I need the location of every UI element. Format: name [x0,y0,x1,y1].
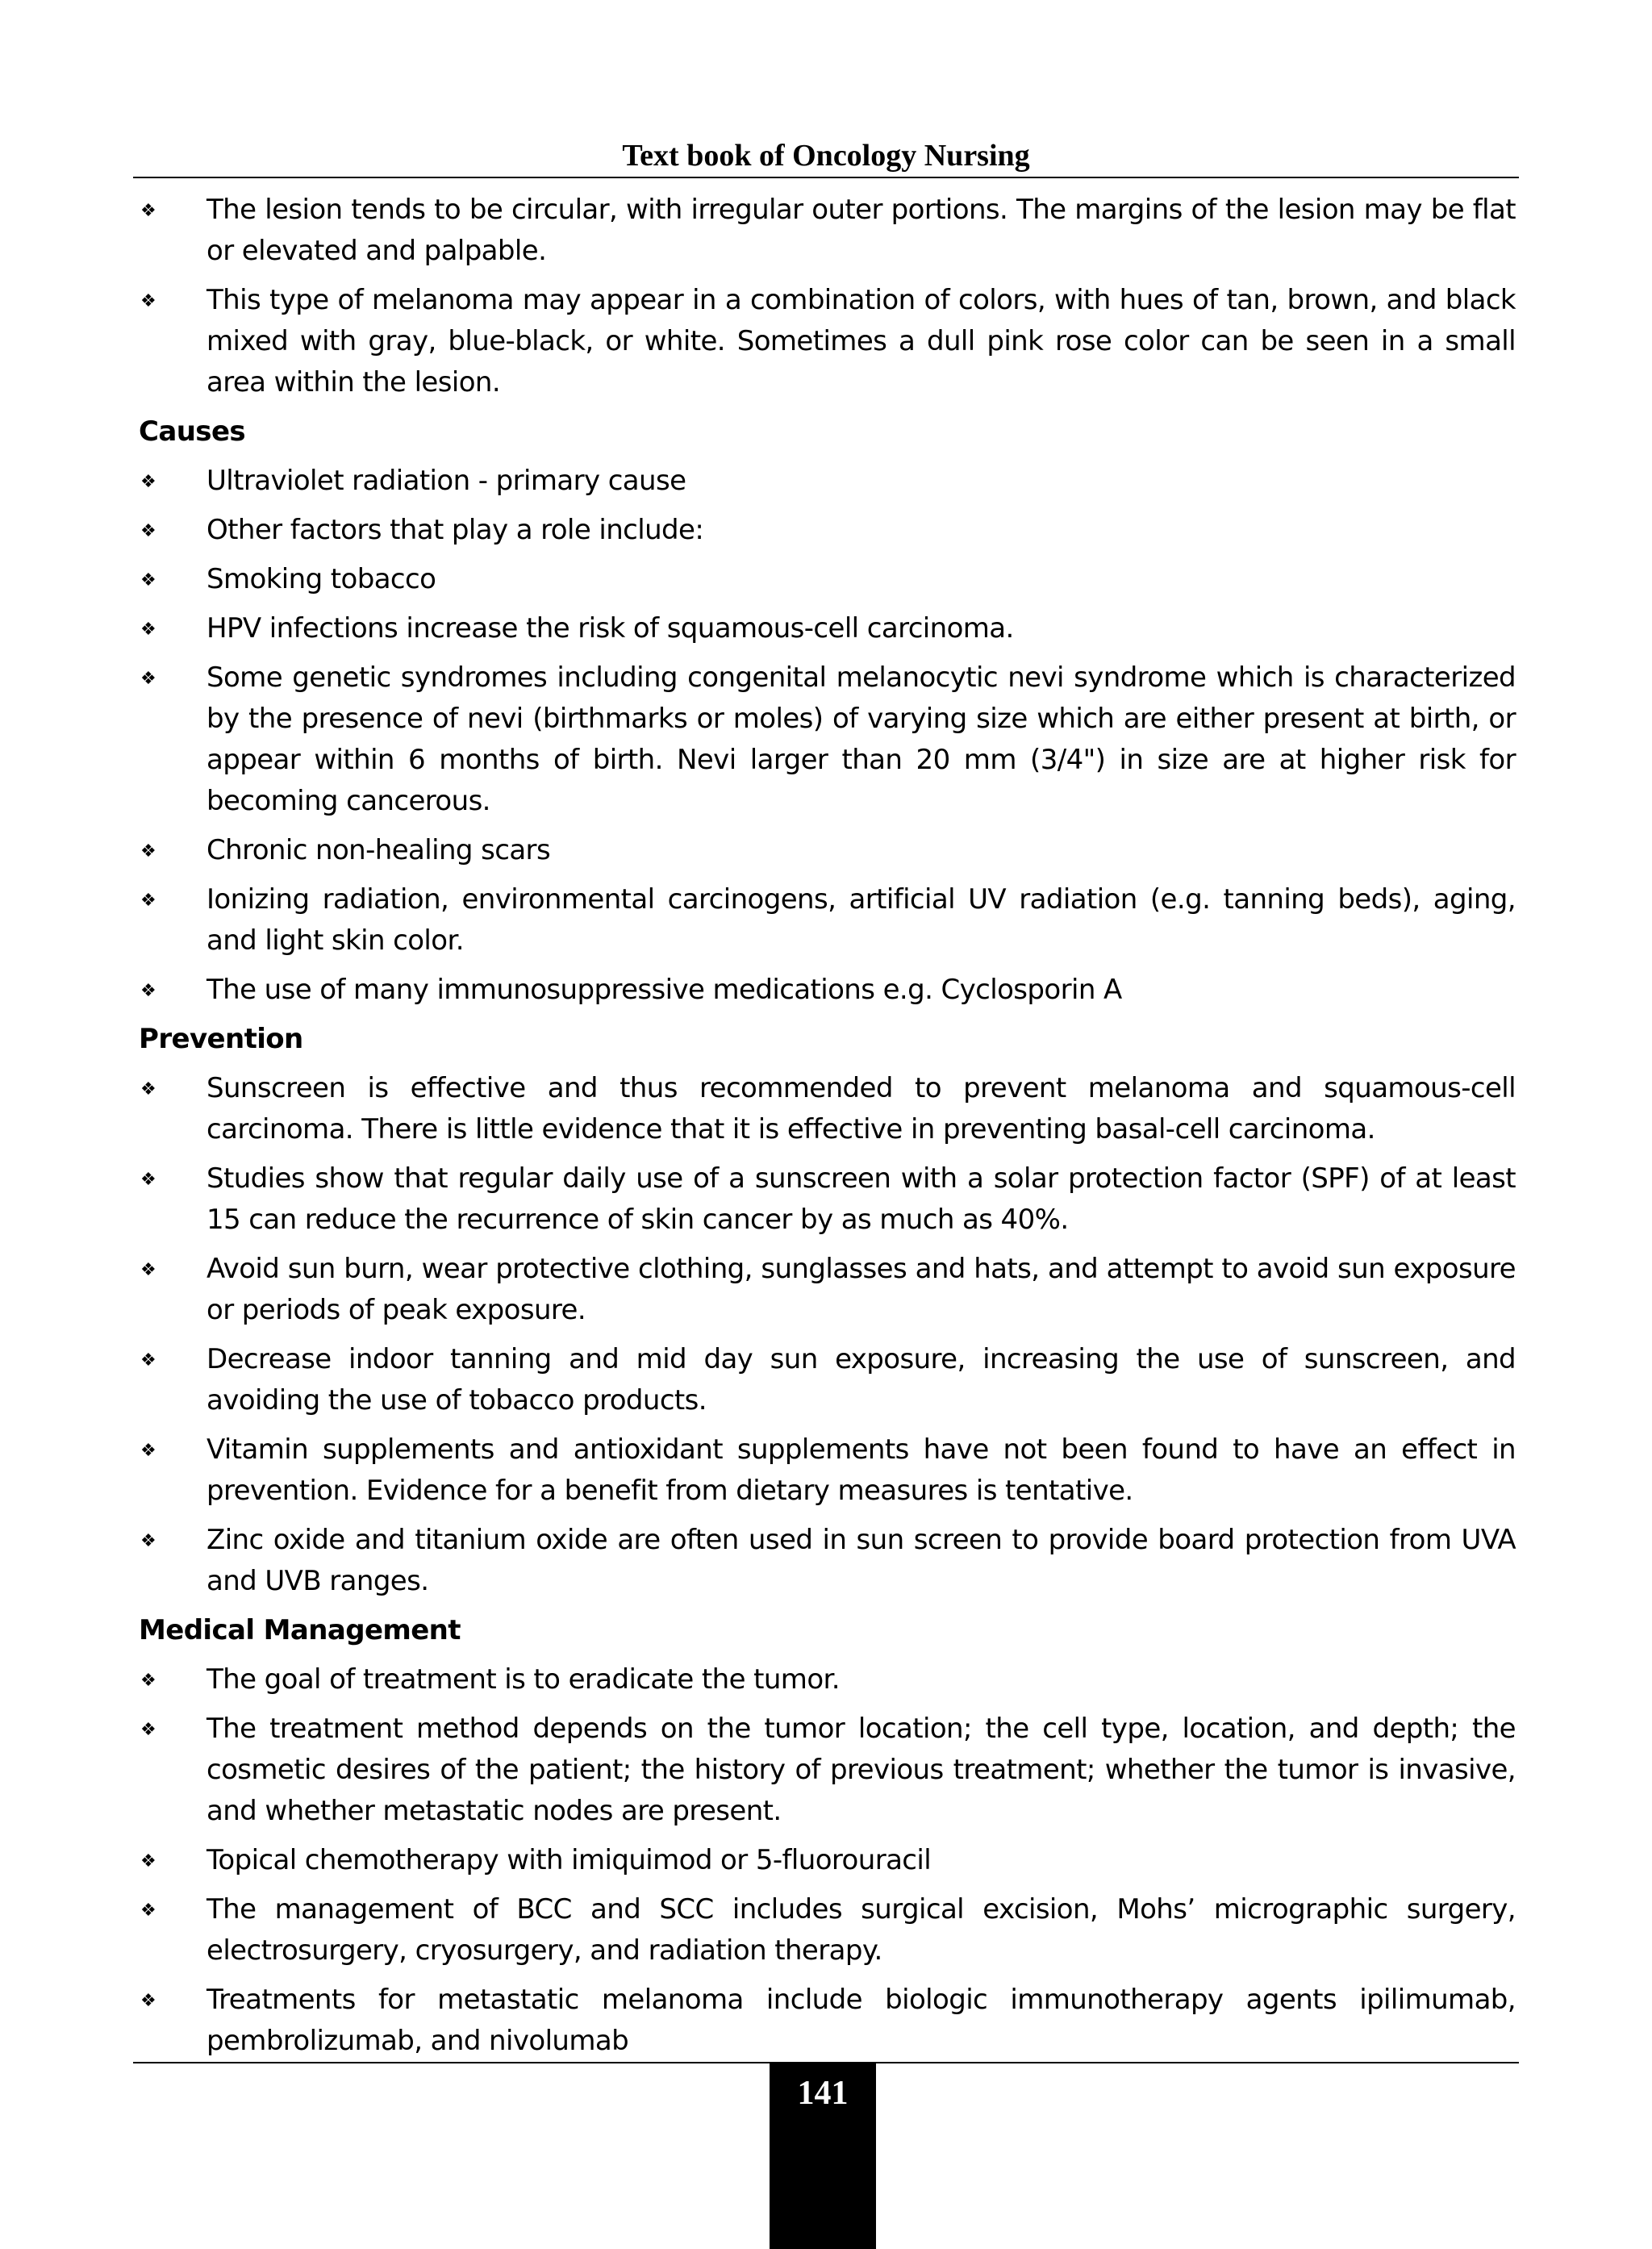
diamond-bullet-icon: ❖ [140,1531,156,1551]
list-item [139,1659,1516,1700]
list-item-text: Treatments for metastatic melanoma include biologic immunotherapy agents ipilimumab, pembrolizumab, and nivolumab [206,1984,1516,2057]
list-item-text: Smoking tobacco [206,563,436,595]
diamond-bullet-icon: ❖ [140,891,156,911]
list-item [139,559,1516,600]
diamond-bullet-icon: ❖ [140,669,156,689]
list-item [139,510,1516,551]
list-item-text: Ultraviolet radiation - primary cause [206,465,686,497]
section-heading-causes: Causes [139,415,246,448]
list-item [139,1158,1516,1241]
diamond-bullet-icon: ❖ [140,620,156,640]
list-item-text: Studies show that regular daily use of a sunscreen with a solar protection factor (SPF) of at least 15 can reduce the recurrence of skin cancer by as much as 40%. [206,1162,1516,1236]
list-item-text: Zinc oxide and titanium oxide are often used in sun screen to provide board protection from UVA and UVB ranges. [206,1524,1516,1597]
list-item-text: The treatment method depends on the tumor location; the cell type, location, and depth; the cosmetic desires of the patient; the history of previous treatment; whether the tumor is invasive, and whether metastatic nodes are present. [206,1713,1516,1827]
diamond-bullet-icon: ❖ [140,1851,156,1871]
list-item [139,1889,1516,1972]
diamond-bullet-icon: ❖ [140,472,156,492]
list-item [139,970,1516,1011]
list-item [139,280,1516,403]
list-item [139,1339,1516,1421]
list-item [139,830,1516,871]
list-item [139,461,1516,502]
diamond-bullet-icon: ❖ [140,1170,156,1190]
diamond-bullet-icon: ❖ [140,291,156,311]
list-item-text: Chronic non-healing scars [206,834,551,866]
list-item [139,1249,1516,1331]
list-item [139,1709,1516,1832]
list-item [139,1068,1516,1150]
list-item-text: Decrease indoor tanning and mid day sun exposure, increasing the use of sunscreen, and avoiding the use of tobacco products. [206,1343,1516,1417]
list-item [139,608,1516,649]
list-item-text: HPV infections increase the risk of squamous-cell carcinoma. [206,612,1014,645]
diamond-bullet-icon: ❖ [140,1260,156,1280]
page-body [139,190,1516,2070]
diamond-bullet-icon: ❖ [140,1991,156,2011]
running-header-title: Text book of Oncology Nursing [622,139,1030,173]
list-item [139,190,1516,272]
list-item [139,879,1516,962]
list-item-text: The management of BCC and SCC includes surgical excision, Mohs’ micrographic surgery, electrosurgery, cryosurgery, and radiation therapy. [206,1893,1516,1967]
section-heading-medical-management: Medical Management [139,1614,461,1646]
diamond-bullet-icon: ❖ [140,841,156,862]
list-item-text: Vitamin supplements and antioxidant supplements have not been found to have an effect in prevention. Evidence for a benefit from dietary measures is tentative. [206,1433,1516,1507]
diamond-bullet-icon: ❖ [140,981,156,1001]
list-item [139,1840,1516,1881]
diamond-bullet-icon: ❖ [140,1350,156,1371]
list-item-text: Topical chemotherapy with imiquimod or 5-fluorouracil [206,1844,932,1876]
list-item-text: Other factors that play a role include: [206,514,704,546]
diamond-bullet-icon: ❖ [140,201,156,221]
header-rule [133,177,1519,178]
list-item [139,1520,1516,1602]
section-heading-prevention: Prevention [139,1023,303,1055]
list-item-text: This type of melanoma may appear in a combination of colors, with hues of tan, brown, and black mixed with gray, blue-black, or white. Sometimes a dull pink rose color can be seen in a small area within the lesion. [206,284,1516,398]
list-item [139,1980,1516,2062]
diamond-bullet-icon: ❖ [140,1901,156,1921]
list-item-text: The use of many immunosuppressive medications e.g. Cyclosporin A [206,974,1122,1006]
diamond-bullet-icon: ❖ [140,1720,156,1740]
list-item [139,657,1516,822]
list-item-text: The goal of treatment is to eradicate the tumor. [206,1663,840,1696]
list-item-text: Sunscreen is effective and thus recommended to prevent melanoma and squamous-cell carcinoma. There is little evidence that it is effective in preventing basal-cell carcinoma. [206,1072,1516,1145]
list-item-text: Some genetic syndromes including congenital melanocytic nevi syndrome which is characterized by the presence of nevi (birthmarks or moles) of varying size which are either present at birth, or appear within 6 months of birth. Nevi larger than 20 mm (3/4") in size are at higher risk for becoming cancerous. [206,661,1516,817]
diamond-bullet-icon: ❖ [140,1671,156,1691]
diamond-bullet-icon: ❖ [140,570,156,590]
list-item-text: The lesion tends to be circular, with irregular outer portions. The margins of the lesion may be flat or elevated and palpable. [206,194,1516,267]
page-number: 141 [770,2063,876,2249]
diamond-bullet-icon: ❖ [140,1079,156,1099]
diamond-bullet-icon: ❖ [140,1441,156,1461]
list-item [139,1429,1516,1512]
list-item-text: Avoid sun burn, wear protective clothing, sunglasses and hats, and attempt to avoid sun exposure or periods of peak exposure. [206,1253,1516,1326]
list-item-text: Ionizing radiation, environmental carcinogens, artificial UV radiation (e.g. tanning beds), aging, and light skin color. [206,883,1516,957]
diamond-bullet-icon: ❖ [140,521,156,541]
